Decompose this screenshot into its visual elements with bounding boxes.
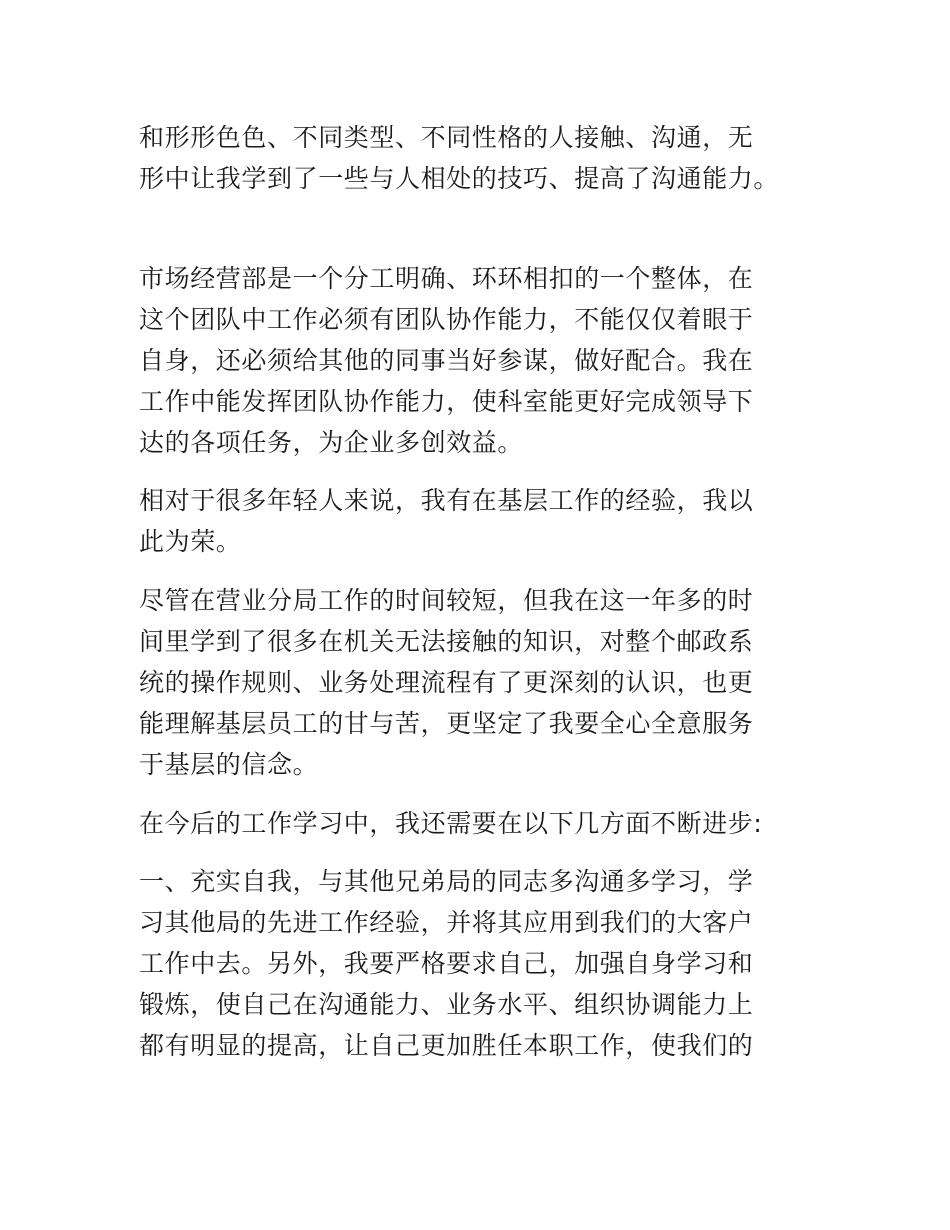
- text-line: 一、充实自我，与其他兄弟局的同志多沟通多学习，学: [139, 867, 754, 896]
- text-line: 相对于很多年轻人来说，我有在基层工作的经验，我以: [139, 486, 754, 515]
- text-line: 此为荣。: [139, 527, 242, 556]
- text-line: 于基层的信念。: [139, 750, 319, 779]
- paragraph-communication: [139, 117, 819, 199]
- text-line: 习其他局的先进工作经验，并将其应用到我们的大客户: [139, 908, 754, 937]
- text-line: 统的操作规则、业务处理流程有了更深刻的认识，也更: [139, 668, 754, 697]
- paragraph-point-one: [139, 861, 819, 1066]
- paragraph-teamwork: [139, 258, 819, 463]
- text-line: 工作中能发挥团队协作能力，使科室能更好完成领导下: [139, 387, 754, 416]
- paragraph-future-intro: [139, 803, 819, 844]
- paragraph-branch-work: [139, 580, 819, 785]
- text-line: 在今后的工作学习中，我还需要在以下几方面不断进步:: [139, 809, 763, 838]
- text-line: 尽管在营业分局工作的时间较短，但我在这一年多的时: [139, 586, 754, 615]
- text-line: 锻炼，使自己在沟通能力、业务水平、组织协调能力上: [139, 990, 754, 1019]
- text-line: 自身，还必须给其他的同事当好参谋，做好配合。我在: [139, 346, 754, 375]
- text-line: 间里学到了很多在机关无法接触的知识，对整个邮政系: [139, 627, 754, 656]
- text-line: 这个团队中工作必须有团队协作能力，不能仅仅着眼于: [139, 305, 754, 334]
- text-line: 能理解基层员工的甘与苦，更坚定了我要全心全意服务: [139, 709, 754, 738]
- text-line: 达的各项任务，为企业多创效益。: [139, 428, 524, 457]
- text-line: 工作中去。另外，我要严格要求自己，加强自身学习和: [139, 949, 754, 978]
- text-line: 都有明显的提高，让自己更加胜任本职工作，使我们的: [139, 1031, 754, 1060]
- text-line: 形中让我学到了一些与人相处的技巧、提高了沟通能力。: [139, 164, 780, 193]
- text-line: 市场经营部是一个分工明确、环环相扣的一个整体，在: [139, 264, 754, 293]
- paragraph-grassroots-experience: [139, 480, 819, 562]
- text-line: 和形形色色、不同类型、不同性格的人接触、沟通，无: [139, 123, 754, 152]
